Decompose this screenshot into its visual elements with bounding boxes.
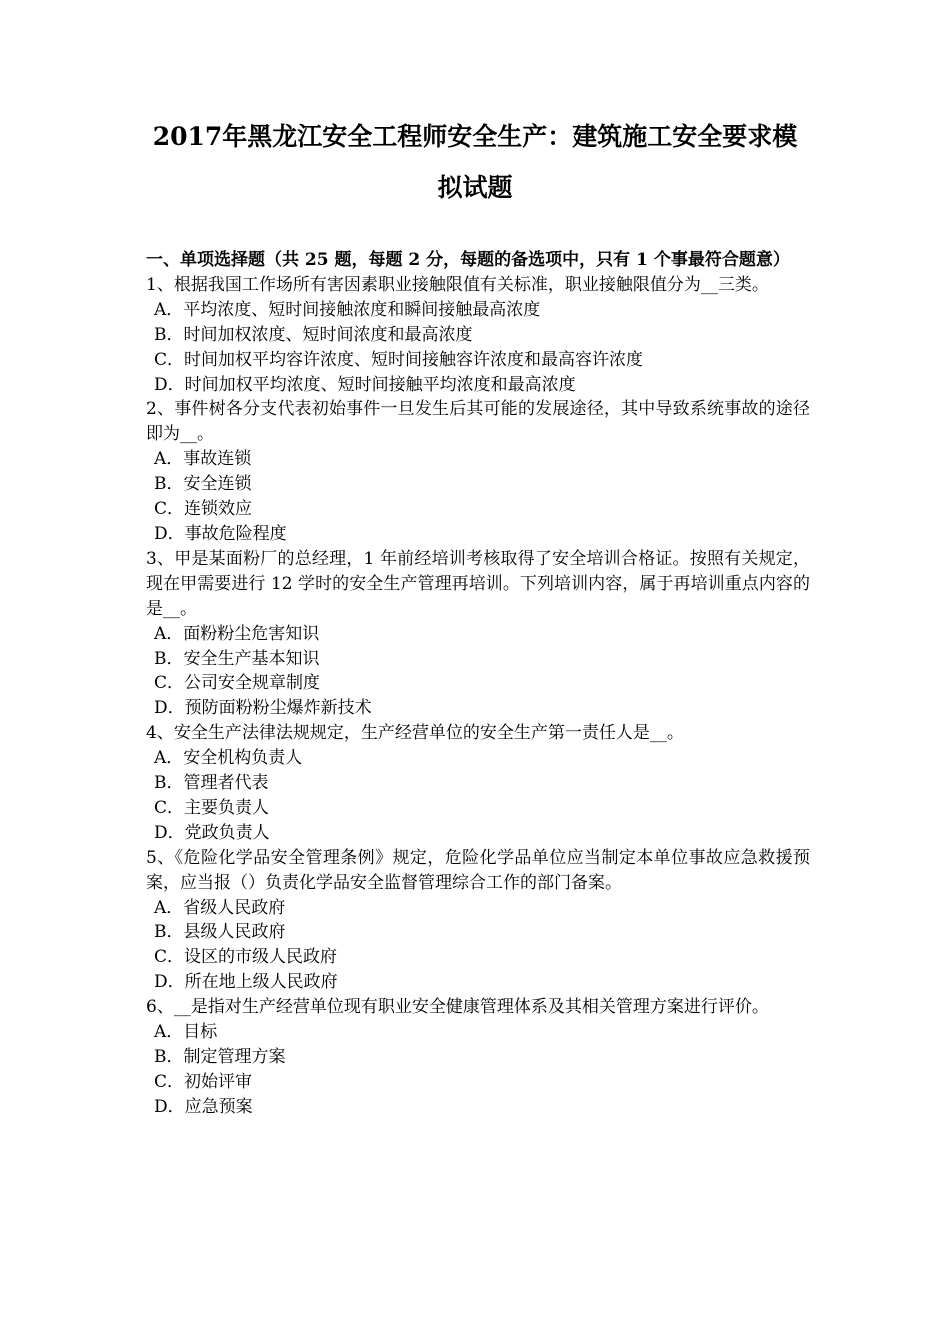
option-d: D．预防面粉粉尘爆炸新技术 [154,698,372,719]
option-b: B．管理者代表 [154,773,269,794]
option-b: B．安全生产基本知识 [154,648,320,669]
question-6 [146,995,810,1120]
option-list [146,298,810,398]
question-stem: 6、__是指对生产经营单位现有职业安全健康管理体系及其相关管理方案进行评价。 [146,997,769,1018]
option-d: D．时间加权平均浓度、短时间接触平均浓度和最高浓度 [154,374,576,395]
section-heading: 一、单项选择题（共 25 题，每题 2 分，每题的备选项中，只有 1 个事最符合题意） [146,250,790,270]
option-b: B．县级人民政府 [154,922,286,943]
question-5 [146,846,810,995]
option-list [146,622,810,722]
option-a: A．安全机构负责人 [154,748,303,769]
question-stem: 5、《危险化学品安全管理条例》规定，危险化学品单位应当制定本单位事故应急救援预案，应当报（）负责化学品安全监督管理综合工作的部门备案。 [146,847,810,893]
option-a: A．目标 [154,1022,218,1043]
option-d: D．所在地上级人民政府 [154,972,338,993]
option-list [146,447,810,547]
question-stem: 3、甲是某面粉厂的总经理，1 年前经培训考核取得了安全培训合格证。按照有关规定，现在甲需要进行 12 学时的安全生产管理再培训。下列培训内容，属于再培训重点内容的是__。 [146,548,810,619]
option-a: A．平均浓度、短时间接触浓度和瞬间接触最高浓度 [154,299,541,320]
question-3 [146,547,810,721]
option-d: D．党政负责人 [154,822,270,843]
option-a: A．省级人民政府 [154,897,286,918]
option-c: C．设区的市级人民政府 [154,947,338,968]
option-a: A．事故连锁 [154,449,252,470]
option-d: D．事故危险程度 [154,523,287,544]
option-c: C．连锁效应 [154,499,253,520]
question-stem: 2、事件树各分支代表初始事件一旦发生后其可能的发展途径，其中导致系统事故的途径即为__。 [146,399,810,445]
question-1 [146,273,810,398]
option-list [146,1020,810,1120]
option-list [146,896,810,996]
option-d: D．应急预案 [154,1096,253,1117]
option-a: A．面粉粉尘危害知识 [154,623,320,644]
option-c: C．时间加权平均容许浓度、短时间接触容许浓度和最高容许浓度 [154,349,644,370]
option-b: B．时间加权浓度、短时间浓度和最高浓度 [154,324,473,345]
option-b: B．制定管理方案 [154,1047,286,1067]
option-list [146,746,810,846]
question-stem: 4、安全生产法律法规规定，生产经营单位的安全生产第一责任人是__。 [146,723,684,744]
document-body [146,248,810,1120]
document-title-line-1: 2017年黑龙江安全工程师安全生产：建筑施工安全要求模 [152,122,798,151]
question-4 [146,721,810,846]
question-2 [146,397,810,546]
option-c: C．公司安全规章制度 [154,673,321,694]
option-c: C．初始评审 [154,1071,253,1092]
question-stem: 1、根据我国工作场所有害因素职业接触限值有关标准，职业接触限值分为__三类。 [146,274,769,295]
document-title-line-2: 拟试题 [437,173,513,202]
option-c: C．主要负责人 [154,797,270,818]
option-b: B．安全连锁 [154,474,252,495]
